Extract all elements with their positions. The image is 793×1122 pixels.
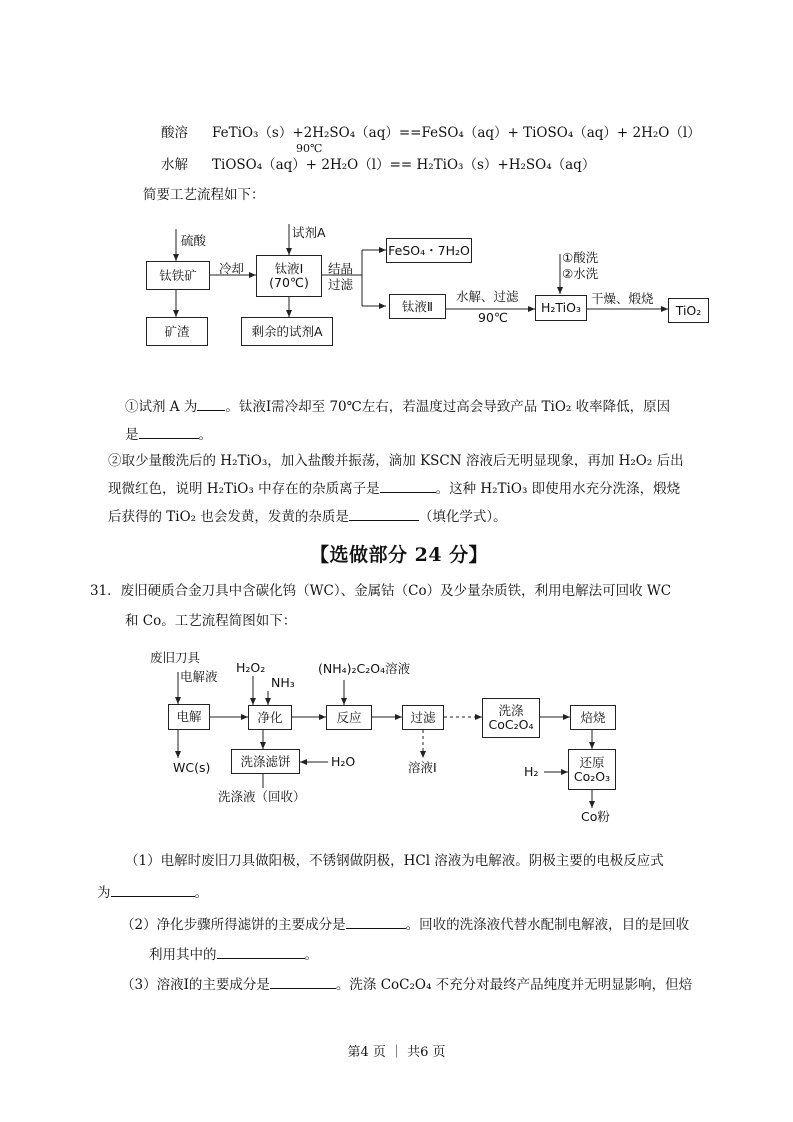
ore-box: 钛铁矿 <box>146 261 210 290</box>
react-box: 反应 <box>326 705 372 730</box>
answer-blank[interactable] <box>270 974 336 989</box>
h2o-label: H₂O <box>331 754 356 769</box>
acid-equation: FeTiO₃（s）+2H₂SO₄（aq）==FeSO₄（aq）+ TiOSO₄（aq）+ 2H₂O（l） <box>212 125 701 141</box>
filter-label: 过滤 <box>328 277 354 292</box>
dry-calcine-label: 干燥、煅烧 <box>591 291 654 306</box>
h2-label: H₂ <box>524 764 539 779</box>
liquid2-box: 钛液Ⅱ <box>389 294 446 319</box>
q31-p3-b: 。洗涤 CoC₂O₄ 不充分对最终产品纯度并无明显影响，但焙 <box>335 977 693 993</box>
purify-box: 净化 <box>248 705 292 730</box>
hydrolysis-label: 水解 <box>161 157 188 173</box>
nh3-label: NH₃ <box>271 675 295 690</box>
answer-blank[interactable] <box>346 914 406 929</box>
section-title: 【选做部分 24 分】 <box>310 544 489 566</box>
tio2-box: TiO₂ <box>668 298 709 323</box>
h2o2-label: H₂O₂ <box>236 660 266 675</box>
electrolyte-label: 电解液 <box>180 669 218 684</box>
electrolysis-box: 电解 <box>168 704 210 730</box>
page-footer: 第4 页 ｜ 共6 页 <box>347 1045 446 1060</box>
rest-reagent-box: 剩余的试剂A <box>241 317 333 346</box>
reduce-box <box>568 749 616 790</box>
q30-p1-a: ①试剂 A 为 <box>125 399 198 415</box>
q31-p3-a: （3）溶液Ⅰ的主要成分是 <box>121 977 270 993</box>
wash-box <box>482 698 540 738</box>
wash-liquid-label: 洗涤液（回收） <box>218 789 306 804</box>
q30-p1-b: 。钛液Ⅰ需冷却至 70℃左右，若温度过高会导致产品 TiO₂ 收率降低，原因 <box>225 399 671 415</box>
q30-p2-d: 后获得的 TiO₂ 也会发黄，发黄的杂质是 <box>108 509 349 525</box>
cool-label: 冷却 <box>219 261 245 276</box>
filter-box: 过滤 <box>402 705 444 730</box>
q31-p1-c: 。 <box>194 885 208 901</box>
h2tio3-box: H₂TiO₃ <box>535 295 587 321</box>
solution1-label: 溶液Ⅰ <box>408 760 437 775</box>
answer-blank[interactable] <box>217 944 305 959</box>
temp-90-label: 90℃ <box>478 310 508 325</box>
wash-cake-box: 洗涤滤饼 <box>231 749 300 774</box>
oxalate-label: (NH₄)₂C₂O₄溶液 <box>318 661 411 676</box>
q31-p2-a: （2）净化步骤所得滤饼的主要成分是 <box>121 917 346 933</box>
water-wash-label: ②水洗 <box>562 266 599 281</box>
q31-part2-line2 <box>149 944 318 964</box>
roast-box: 焙烧 <box>570 705 616 730</box>
liquid1-label: 钛液Ⅰ <box>274 261 304 276</box>
q31-part3-line1 <box>121 974 692 994</box>
reagent-a-label: 试剂A <box>292 225 326 240</box>
hydrolysis-equation: TiOSO₄（aq）+ 2H₂O（l）== H₂TiO₃（s）+H₂SO₄（aq） <box>212 157 596 173</box>
wash-label: 洗涤 <box>498 703 524 718</box>
q30-p2-e: （填化学式）。 <box>418 509 507 525</box>
q31-p1-line1: （1）电解时废旧刀具做阳极，不锈钢做阴极，HCl 溶液为电解液。阴极主要的电极反应式 <box>125 853 664 869</box>
co-powder-label: Co粉 <box>581 809 610 824</box>
hydrolysis-filter-label: 水解、过滤 <box>456 289 519 304</box>
sulfuric-acid-label: 硫酸 <box>181 233 207 248</box>
acid-wash-label: ①酸洗 <box>562 250 599 265</box>
q31-part1-line2 <box>97 882 208 902</box>
answer-blank[interactable] <box>111 882 195 897</box>
crystal-label: 结晶 <box>328 261 354 276</box>
q30-p2-c: 。这种 H₂TiO₃ 即使用水充分洗涤，煅烧 <box>435 481 681 497</box>
q30-p2-b: 现微红色，说明 H₂TiO₃ 中存在的杂质离子是 <box>108 481 380 497</box>
q31-p2-d: 。 <box>304 947 318 963</box>
q31-line2: 和 Co。工艺流程简图如下： <box>125 613 297 629</box>
acid-label: 酸溶 <box>161 125 188 141</box>
cooxalate-label: CoC₂O₄ <box>488 717 534 732</box>
residue-box: 矿渣 <box>146 317 208 346</box>
q30-p1-d: 。 <box>198 427 212 443</box>
reduce-label: 还原 <box>579 754 605 770</box>
waste-tool-label: 废旧刀具 <box>150 650 201 665</box>
co2o3-label: Co₂O₃ <box>573 768 611 784</box>
liquid1-temp: (70℃) <box>269 275 309 290</box>
wc-label: WC(s) <box>173 760 211 775</box>
q30-p2-line1: ②取少量酸洗后的 H₂TiO₃，加入盐酸并振荡，滴加 KSCN 溶液后无明显现象，再加 H₂O₂ 后出 <box>108 453 684 469</box>
q30-p1-c: 是 <box>125 427 139 443</box>
q31-p2-b: 。回收的洗涤液代替水配制电解液，目的是回收 <box>405 917 690 933</box>
feso4-box: FeSO₄・7H₂O <box>386 238 472 263</box>
q31-p2-c: 利用其中的 <box>149 947 217 963</box>
temp-condition: 90℃ <box>296 142 323 155</box>
q31-line1: 31．废旧硬质合金刀具中含碳化钨（WC）、金属钴（Co）及少量杂质铁，利用电解法可回收 WC <box>90 583 672 599</box>
q31-p1-b: 为 <box>97 885 111 901</box>
flow-intro: 简要工艺流程如下： <box>143 187 265 203</box>
q31-part2-line1 <box>121 914 689 934</box>
